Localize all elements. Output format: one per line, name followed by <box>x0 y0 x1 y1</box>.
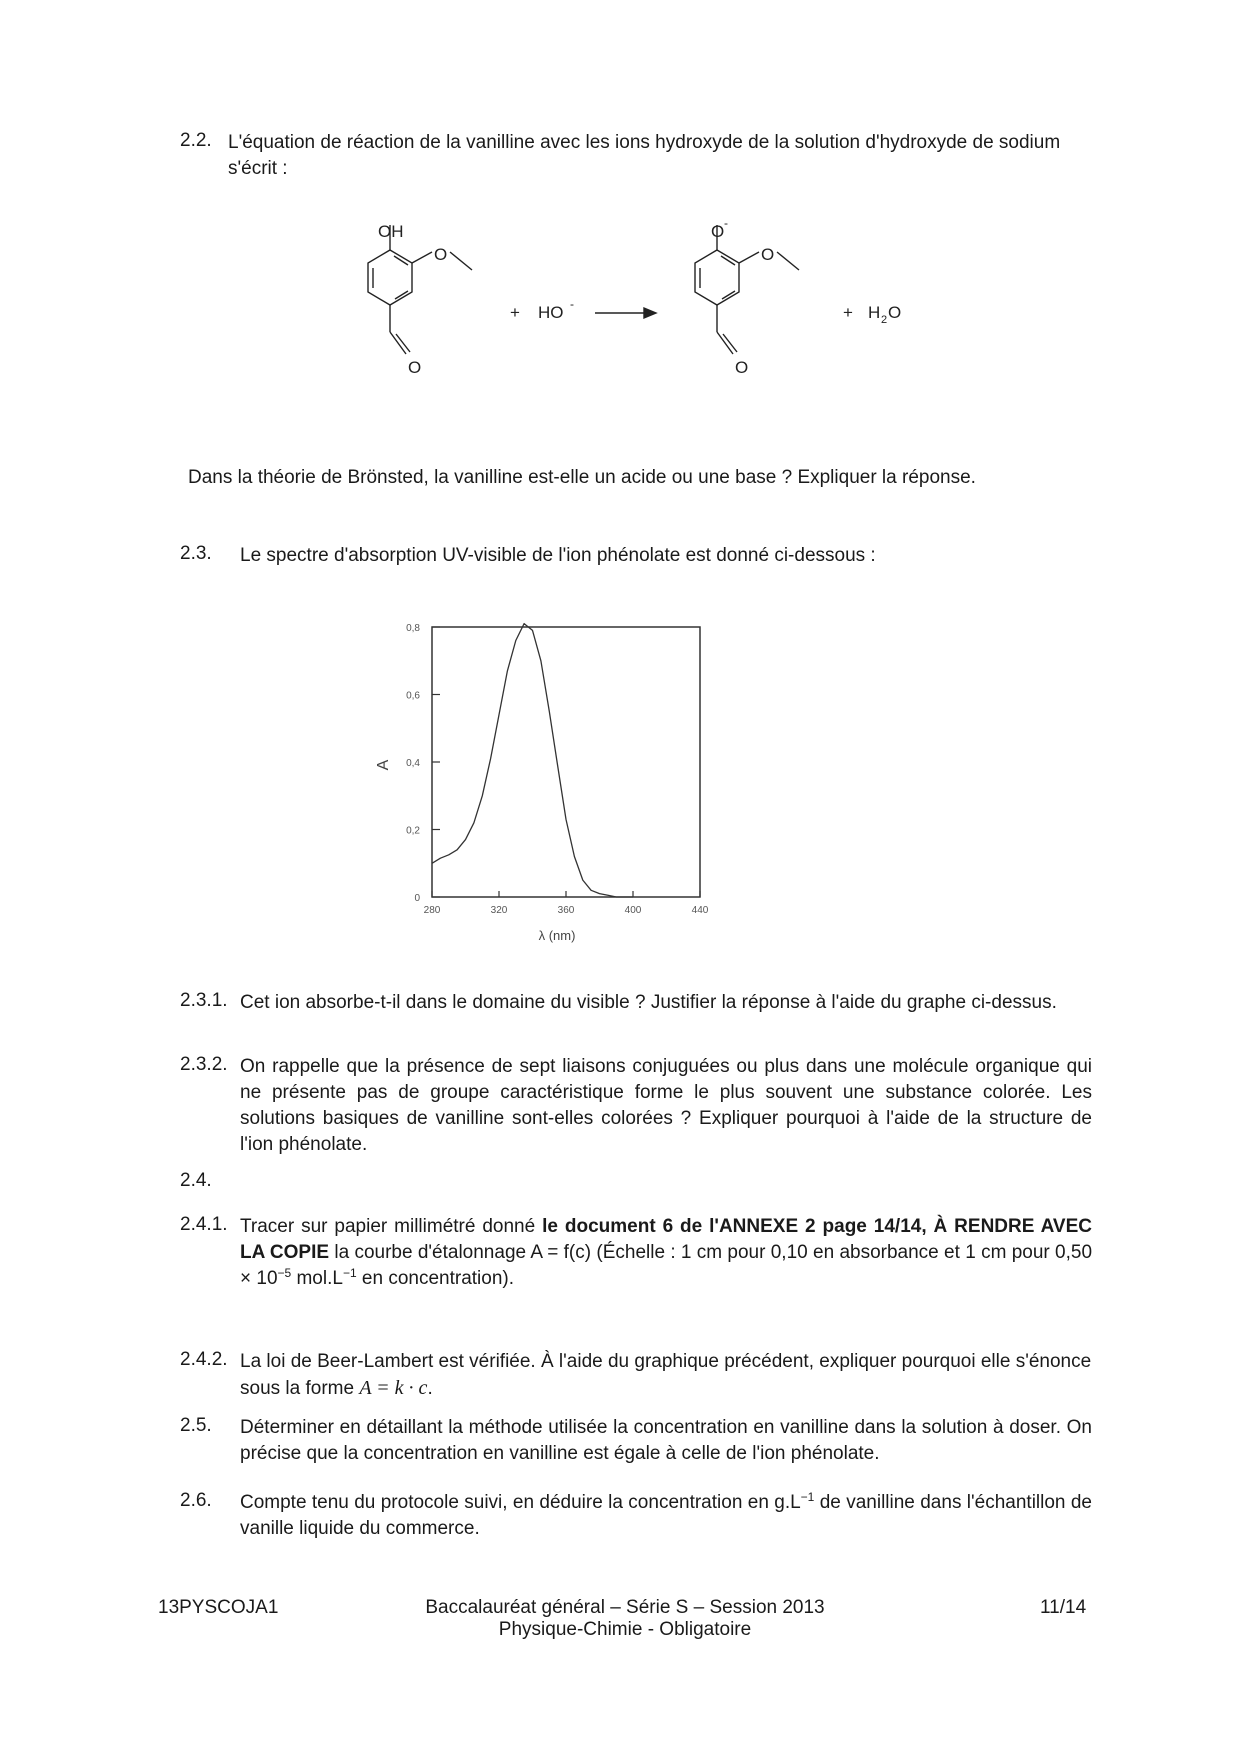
chart-ticks <box>406 623 709 916</box>
q25-number: 2.5. <box>180 1415 212 1436</box>
q22-text: L'équation de réaction de la vanilline avec les ions hydroxyde de la solution d'hydroxyde de sodium s'écrit : <box>228 132 1061 179</box>
y-axis-label: A <box>375 759 392 771</box>
chart-series <box>432 624 633 897</box>
y-tick-label: 0,6 <box>406 690 420 702</box>
oh-label: OH <box>378 222 404 241</box>
plot-area-border <box>432 627 700 897</box>
hydroxide-charge: - <box>570 297 574 311</box>
phenolate-charge: - <box>724 216 728 230</box>
hydroxide-label: HO <box>538 303 564 322</box>
q231-number: 2.3.1. <box>180 990 228 1011</box>
q23-text: Le spectre d'absorption UV-visible de l'ion phénolate est donné ci-dessous : <box>240 545 876 566</box>
absorption-spectrum-chart <box>370 615 720 945</box>
q231-text: Cet ion absorbe-t-il dans le domaine du visible ? Justifier la réponse à l'aide du graphe ci-dessus. <box>240 992 1057 1013</box>
q241-number: 2.4.1. <box>180 1214 228 1235</box>
q242-text: La loi de Beer-Lambert est vérifiée. À l'aide du graphique précédent, expliquer pourquoi elle s'énonce sous la forme A = k · c. <box>240 1351 1092 1399</box>
q232-number: 2.3.2. <box>180 1054 228 1075</box>
y-tick-label: 0,8 <box>406 623 420 634</box>
x-tick-label: 360 <box>557 905 575 916</box>
footer-line1: Baccalauréat général – Série S – Session 2013 <box>425 1597 825 1618</box>
aldehyde-o-label-1: O <box>408 358 422 377</box>
phenolate-structure <box>695 225 799 354</box>
x-tick-label: 280 <box>423 905 441 916</box>
y-tick-label: 0,4 <box>406 758 420 769</box>
q22-question: Dans la théorie de Brönsted, la vanilline est-elle un acide ou une base ? Expliquer la réponse. <box>188 467 976 488</box>
reaction-equation <box>330 210 950 420</box>
vanillin-structure <box>368 225 472 354</box>
reaction-arrow-icon <box>595 308 656 318</box>
footer-line2: Physique-Chimie - Obligatoire <box>498 1619 752 1640</box>
plus-sign-2: + <box>843 303 853 322</box>
beer-lambert-formula: A = k · c <box>359 1377 428 1399</box>
y-tick-label: 0,2 <box>406 825 420 837</box>
q242-number: 2.4.2. <box>180 1349 228 1370</box>
aldehyde-o-label-2: O <box>735 358 749 377</box>
q232-text: On rappelle que la présence de sept liaisons conjuguées ou plus dans une molécule organique qui ne présente pas de groupe caractéristique forme le plus souvent une substance colorée. Les solutions basiques de vanilline sont-elles colorées ? Expliquer pourquoi à l'aide de la structure de l'ion phénolate. <box>240 1056 1092 1155</box>
q241-text: Tracer sur papier millimétré donné le document 6 de l'ANNEXE 2 page 14/14, À RENDRE AVEC LA COPIE la courbe d'étalonnage A = f(c) (Échelle : 1 cm pour 0,10 en absorbance et 1 cm pour $0,50 \times 10^{-5}$ $mol.L^{-1}$ en concentration). <box>240 1216 1093 1289</box>
q24-number: 2.4. <box>180 1170 212 1191</box>
x-tick-label: 400 <box>624 905 642 916</box>
x-tick-label: 440 <box>691 905 709 916</box>
spectrum-curve <box>432 624 633 897</box>
ether-o-label-1: O <box>434 245 448 264</box>
footer-code: 13PYSCOJA1 <box>158 1597 279 1618</box>
q26-number: 2.6. <box>180 1490 212 1511</box>
plus-sign-1: + <box>510 303 520 322</box>
x-axis-label: λ (nm) <box>538 928 576 943</box>
q25-text: Déterminer en détaillant la méthode utilisée la concentration en vanilline dans la solution à doser. On précise que la concentration en vanilline est égale à celle de l'ion phénolate. <box>240 1417 1092 1464</box>
water-o: O <box>888 303 902 322</box>
footer-page-number: 11/14 <box>1040 1597 1087 1618</box>
phenolate-o-label: O <box>711 222 725 241</box>
chart-frame <box>432 627 700 897</box>
q23-number: 2.3. <box>180 543 212 564</box>
water-subscript: 2 <box>881 314 888 326</box>
x-tick-label: 320 <box>490 905 508 916</box>
y-tick-label: 0 <box>414 893 420 904</box>
q26-text: Compte tenu du protocole suivi, en déduire la concentration en $g.L^{-1}$ de vanilline dans l'échantillon de vanille liquide du commerce. <box>240 1490 1092 1539</box>
ether-o-label-2: O <box>761 245 775 264</box>
water-h: H <box>868 303 881 322</box>
q22-number: 2.2. <box>180 130 212 151</box>
